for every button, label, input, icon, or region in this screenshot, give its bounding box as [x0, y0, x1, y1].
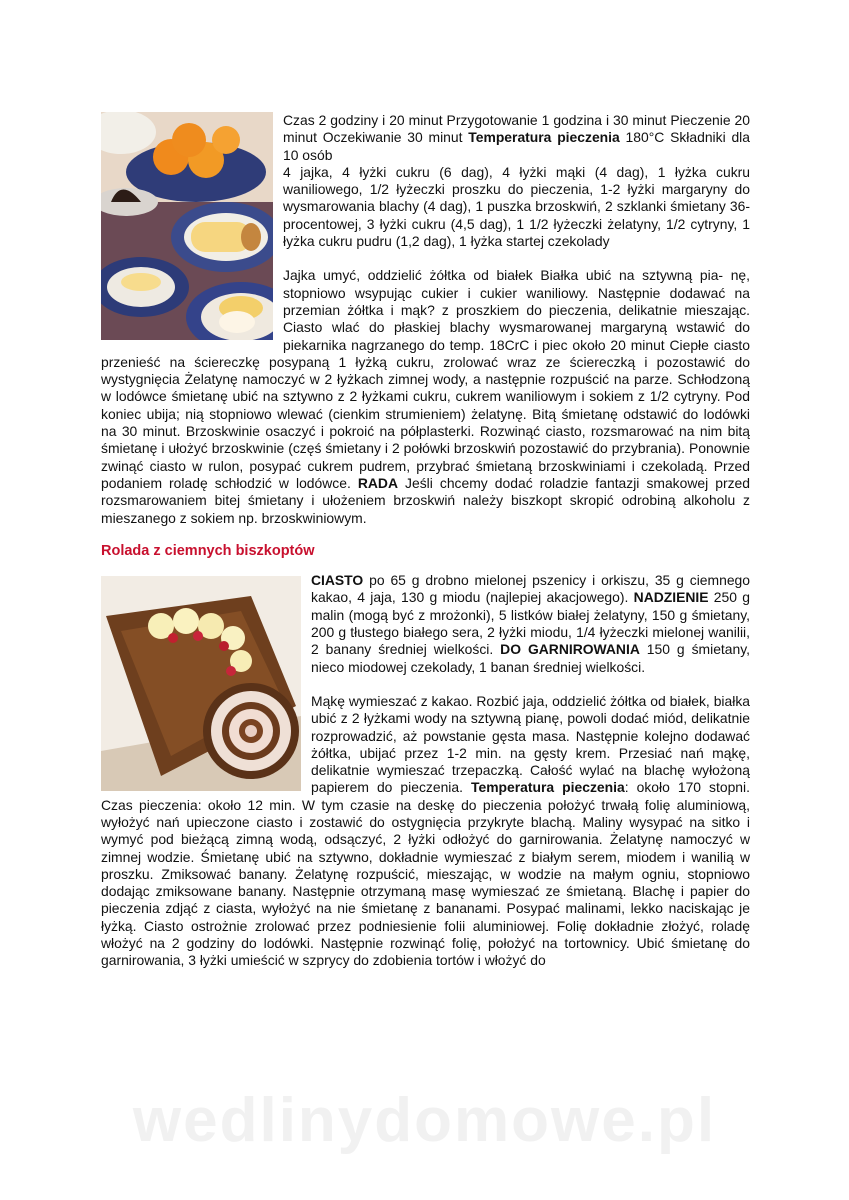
recipe1-servings-text: 180°C Składniki dla 10 osób — [283, 129, 750, 163]
recipe1-time-text: Czas 2 godziny i 20 minut Przygotowanie 1 godzina i 30 minut Pieczenie 20 minut Oczekiwanie 30 minut — [283, 112, 750, 146]
recipe2-garnish-label: DO GARNIROWANIA — [500, 641, 640, 658]
recipe2-nadzienie-label: NADZIENIE — [633, 589, 709, 606]
recipe2-title: Rolada z ciemnych biszkoptów — [101, 542, 315, 559]
dark-roll-illustration — [101, 576, 301, 791]
recipe1-rada-text: Jeśli chcemy dodać roladzie fantazji smakowej przed rozsmarowaniem bitej śmietany i ułożeniem brzoskwiń należy biszkopt skropić odrobiną alkoholu z mieszanego z sokiem np. brzoskwiniowym. — [101, 474, 750, 526]
recipe1-rada-label: RADA — [357, 474, 398, 491]
recipe1-method-text: Jajka umyć, oddzielić żółtka od białek Białka ubić na sztywną pia- nę, stopniowo wsypując cukier i cukier waniliowy. Następnie dodawać na przemian żółtka i mąk? z proszkiem do pieczenia, delikatnie mieszając. Ciasto wlać do płaskiej blachy wysmarowanej margaryną wstawić do piekarnika nagrzanego do temp. 18CrC i piec około 20 minut Ciepłe ciasto przenieść na ściereczkę posypaną 1 łyżką cukru, zrolować wraz ze ściereczką i pozostawić do wystygnięcia Żelatynę namoczyć w 2 łyżkach zimnej wody, a następnie rozpuścić na parze. Schłodzoną w lodówce śmietanę ubić na sztywno z 2 łyżkami cukru, cukrem waniliowym i sokiem z 1/2 cytryny. Pod koniec ubija; nią stopniowo wlewać (cienkim strumieniem) żelatynę. Bitą śmietanę odstawić do lodówki na 30 minut. Brzoskwinie osaczyć i pokroić na półplasterki. Rozwinąć ciasto, rozsmarować na nim bitą śmietanę i ułożyć brzoskwinie (częś śmietany i 2 połówki brzoskwiń pozostawić do przybrania). Ponownie zwinąć ciasto w rulon, posypać cukrem pudrem, przybrać śmietaną brzoskwiniami i czekoladą. Przed podaniem roladę schłodzić w lodówce. — [101, 267, 750, 491]
recipe2-method-part2: : około 170 stopni. Czas pieczenia: około 12 min. W tym czasie na deskę do pieczenia położyć trwałą folię aluminiową, wyłożyć nań upieczone ciasto i zostawić do ostygnięcia przykryte blachą. Maliny wysypać na sitko i wymyć pod bieżącą zimną wodą, odsączyć, 2 łyżki odłożyć do garnirowania. Żelatynę namoczyć w zimnej wodzie. Śmietanę ubić na sztywno, dokładnie wymieszać z białym serem, miodem i wanilią w proszku. Zmiksować banany. Żelatynę rozpuścić, mieszając, w wodzie na małym ogniu, stopniowo dodając zmiksowane banany. Następnie otrzymaną masę wymieszać ze śmietaną. Blachę i papier do pieczenia zdjąć z ciasta, wyłożyć na nie śmietanę z bananami. Posypać malinami, lekko naciskając je łyżką. Ciasto ostrożnie zrolować przez podniesienie folii aluminiowej. Folię dokładnie złożyć, roladę włożyć na 2 godziny do lodówki. Następnie rozwinąć folię, położyć na tortownicy. Ubić śmietanę do garnirowania, 3 łyżki umieścić w szprycy do zdobienia tortów i włożyć do — [101, 779, 750, 969]
recipe2-garnish-text: 150 g śmietany, nieco miodowej czekolady, 1 banan średniej wielkości. — [311, 641, 751, 675]
recipe2-temp-label: Temperatura pieczenia — [471, 779, 625, 796]
dark-roll-photo — [101, 576, 301, 791]
recipe-page — [101, 112, 750, 970]
recipe1-temp-label: Temperatura pieczenia — [468, 129, 620, 146]
recipe2-method-part1: Mąkę wymieszać z kakao. Rozbić jaja, oddzielić żółtka od białek, białka ubić z 2 łyżkami wody na sztywną pianę, powoli dodać miód, delikatnie rozprowadzić, aż powstanie gęsta masa. Następnie kolejno dodawać żółtka, ubijać przez 1-2 min. na gęsty krem. Przesiać nań mąkę, delikatnie wymieszać trzepaczką. Całość wylać na blachę wyłożoną papierem do pieczenia. — [311, 692, 750, 796]
recipe2-ciasto-label: CIASTO — [311, 572, 364, 589]
watermark: wedlinydomowe.pl — [132, 1086, 717, 1155]
recipe2-nadzienie-text: 250 g malin (mogą być z mrożonki), 5 listków białej żelatyny, 150 g śmietany, 200 g tłustego białego sera, 2 łyżki miodu, 1/4 łyżeczki mielonej wanilii, 2 banany średniej wielkości. — [311, 589, 751, 658]
recipe1-ingredients: 4 jajka, 4 łyżki cukru (6 dag), 4 łyżki mąki (4 dag), 1 łyżka cukru waniliowego, 1/2 łyżeczki proszku do pieczenia, 1-2 łyżki margaryny do wysmarowania blachy (4 dag), 1 puszka brzoskwiń, 2 szklanki śmietany 36-procentowej, 3 łyżki cukru (4,5 dag), 1 1/2 łyżeczki żelatyny, 1/2 cytryny, 1 łyżka cukru pudru (1,2 dag), 1 łyżka startej czekolady — [283, 163, 750, 250]
recipe2-ciasto-text: po 65 g drobno mielonej pszenicy i orkiszu, 35 g ciemnego kakao, 4 jaja, 130 g miodu (najlepiej akacjowego). — [311, 572, 750, 606]
peach-roll-photo — [101, 112, 273, 340]
peach-roll-illustration — [101, 112, 273, 340]
